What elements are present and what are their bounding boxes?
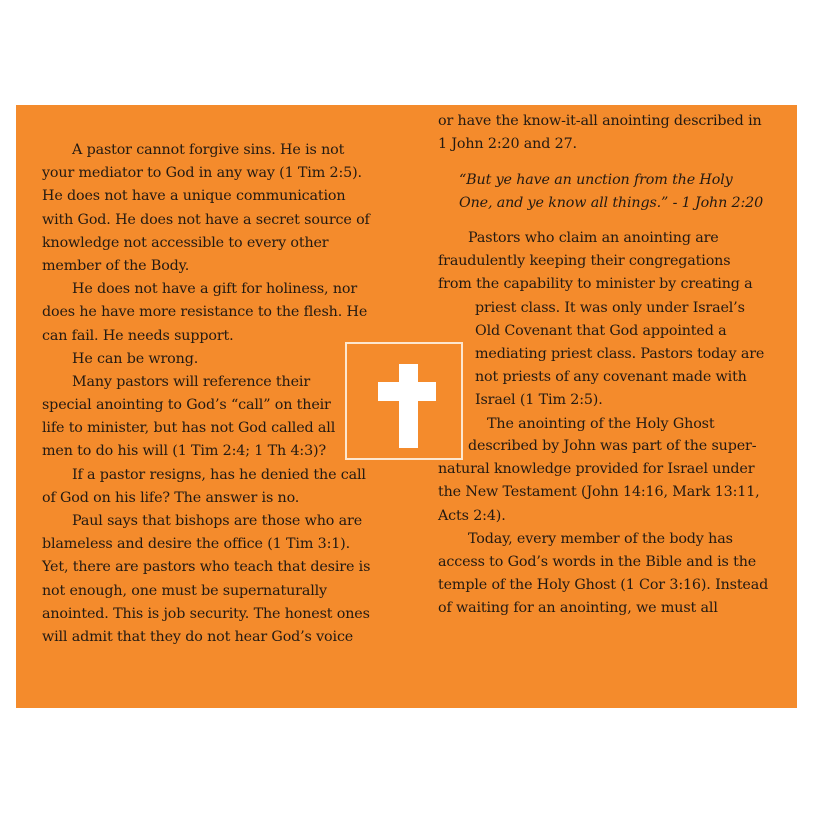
text-line: 1 John 2:20 and 27. (438, 136, 577, 153)
text-line: Pastors who claim an anointing are (468, 230, 719, 246)
right-column-intro (438, 110, 762, 156)
text-line: priest class. It was only under Israel’s (475, 299, 745, 316)
text-line: Paul says that bishops are those who are (72, 513, 363, 529)
text-line: special anointing to God’s “call” on their (42, 397, 331, 414)
cross-ornament-frame (345, 342, 463, 460)
text-line: can fail. He needs support. (42, 327, 234, 344)
scripture-quote (459, 169, 763, 215)
text-line: your mediator to God in any way (1 Tim 2:5). (42, 165, 362, 182)
text-line: not priests of any covenant made with (475, 369, 747, 386)
document-page (16, 105, 797, 708)
text-line: Today, every member of the body has (468, 530, 733, 547)
text-line: He does not have a gift for holiness, nor (72, 281, 358, 298)
text-line: of God on his life? The answer is no. (42, 489, 300, 506)
right-column-wrapped (475, 297, 764, 436)
text-line: with God. He does not have a secret source of (42, 211, 370, 228)
text-line: men to do his will (1 Tim 2:4; 1 Th 4:3)? (42, 443, 326, 460)
right-column-continued (438, 435, 768, 621)
text-line: He can be wrong. (72, 350, 199, 367)
quote-line: One, and ye know all things.” - 1 John 2:20 (459, 195, 764, 212)
text-line: knowledge not accessible to every other (42, 234, 329, 251)
text-line: member of the Body. (42, 257, 190, 274)
right-column-body (438, 227, 753, 297)
text-line: Old Covenant that God appointed a (475, 322, 727, 339)
text-line: access to God’s words in the Bible and is the (438, 553, 757, 570)
quote-line: “But ye have an unction from the Holy (459, 172, 733, 188)
cross-icon (399, 364, 418, 448)
text-line: He does not have a unique communication (42, 188, 346, 205)
text-line: fraudulently keeping their congregations (438, 253, 731, 270)
text-line: Yet, there are pastors who teach that desire is (42, 559, 371, 576)
text-line: the New Testament (John 14:16, Mark 13:11, (438, 484, 760, 501)
text-line: or have the know-it-all anointing described in (438, 113, 762, 129)
text-line: not enough, one must be supernaturally (42, 582, 327, 599)
text-line: The anointing of the Holy Ghost (487, 415, 715, 432)
text-line: A pastor cannot forgive sins. He is not (72, 142, 345, 158)
left-column (42, 139, 370, 649)
text-line: will admit that they do not hear God’s voice (42, 628, 354, 645)
text-line: of waiting for an anointing, we must all (438, 600, 718, 617)
text-line: described by John was part of the super- (468, 438, 757, 454)
text-line: life to minister, but has not God called all (42, 420, 336, 437)
text-line: temple of the Holy Ghost (1 Cor 3:16). Instead (438, 577, 769, 594)
cross-icon-arm (378, 382, 436, 401)
text-line: does he have more resistance to the flesh. He (42, 304, 368, 321)
text-line: anointed. This is job security. The honest ones (42, 605, 370, 622)
text-line: Israel (1 Tim 2:5). (475, 392, 603, 409)
text-line: mediating priest class. Pastors today are (475, 345, 765, 362)
text-line: natural knowledge provided for Israel under (438, 461, 755, 478)
text-line: If a pastor resigns, has he denied the call (72, 466, 366, 483)
text-line: Acts 2:4). (438, 507, 506, 524)
text-line: blameless and desire the office (1 Tim 3:1). (42, 536, 351, 553)
text-line: from the capability to minister by creating a (438, 276, 753, 293)
text-line: Many pastors will reference their (72, 373, 311, 390)
